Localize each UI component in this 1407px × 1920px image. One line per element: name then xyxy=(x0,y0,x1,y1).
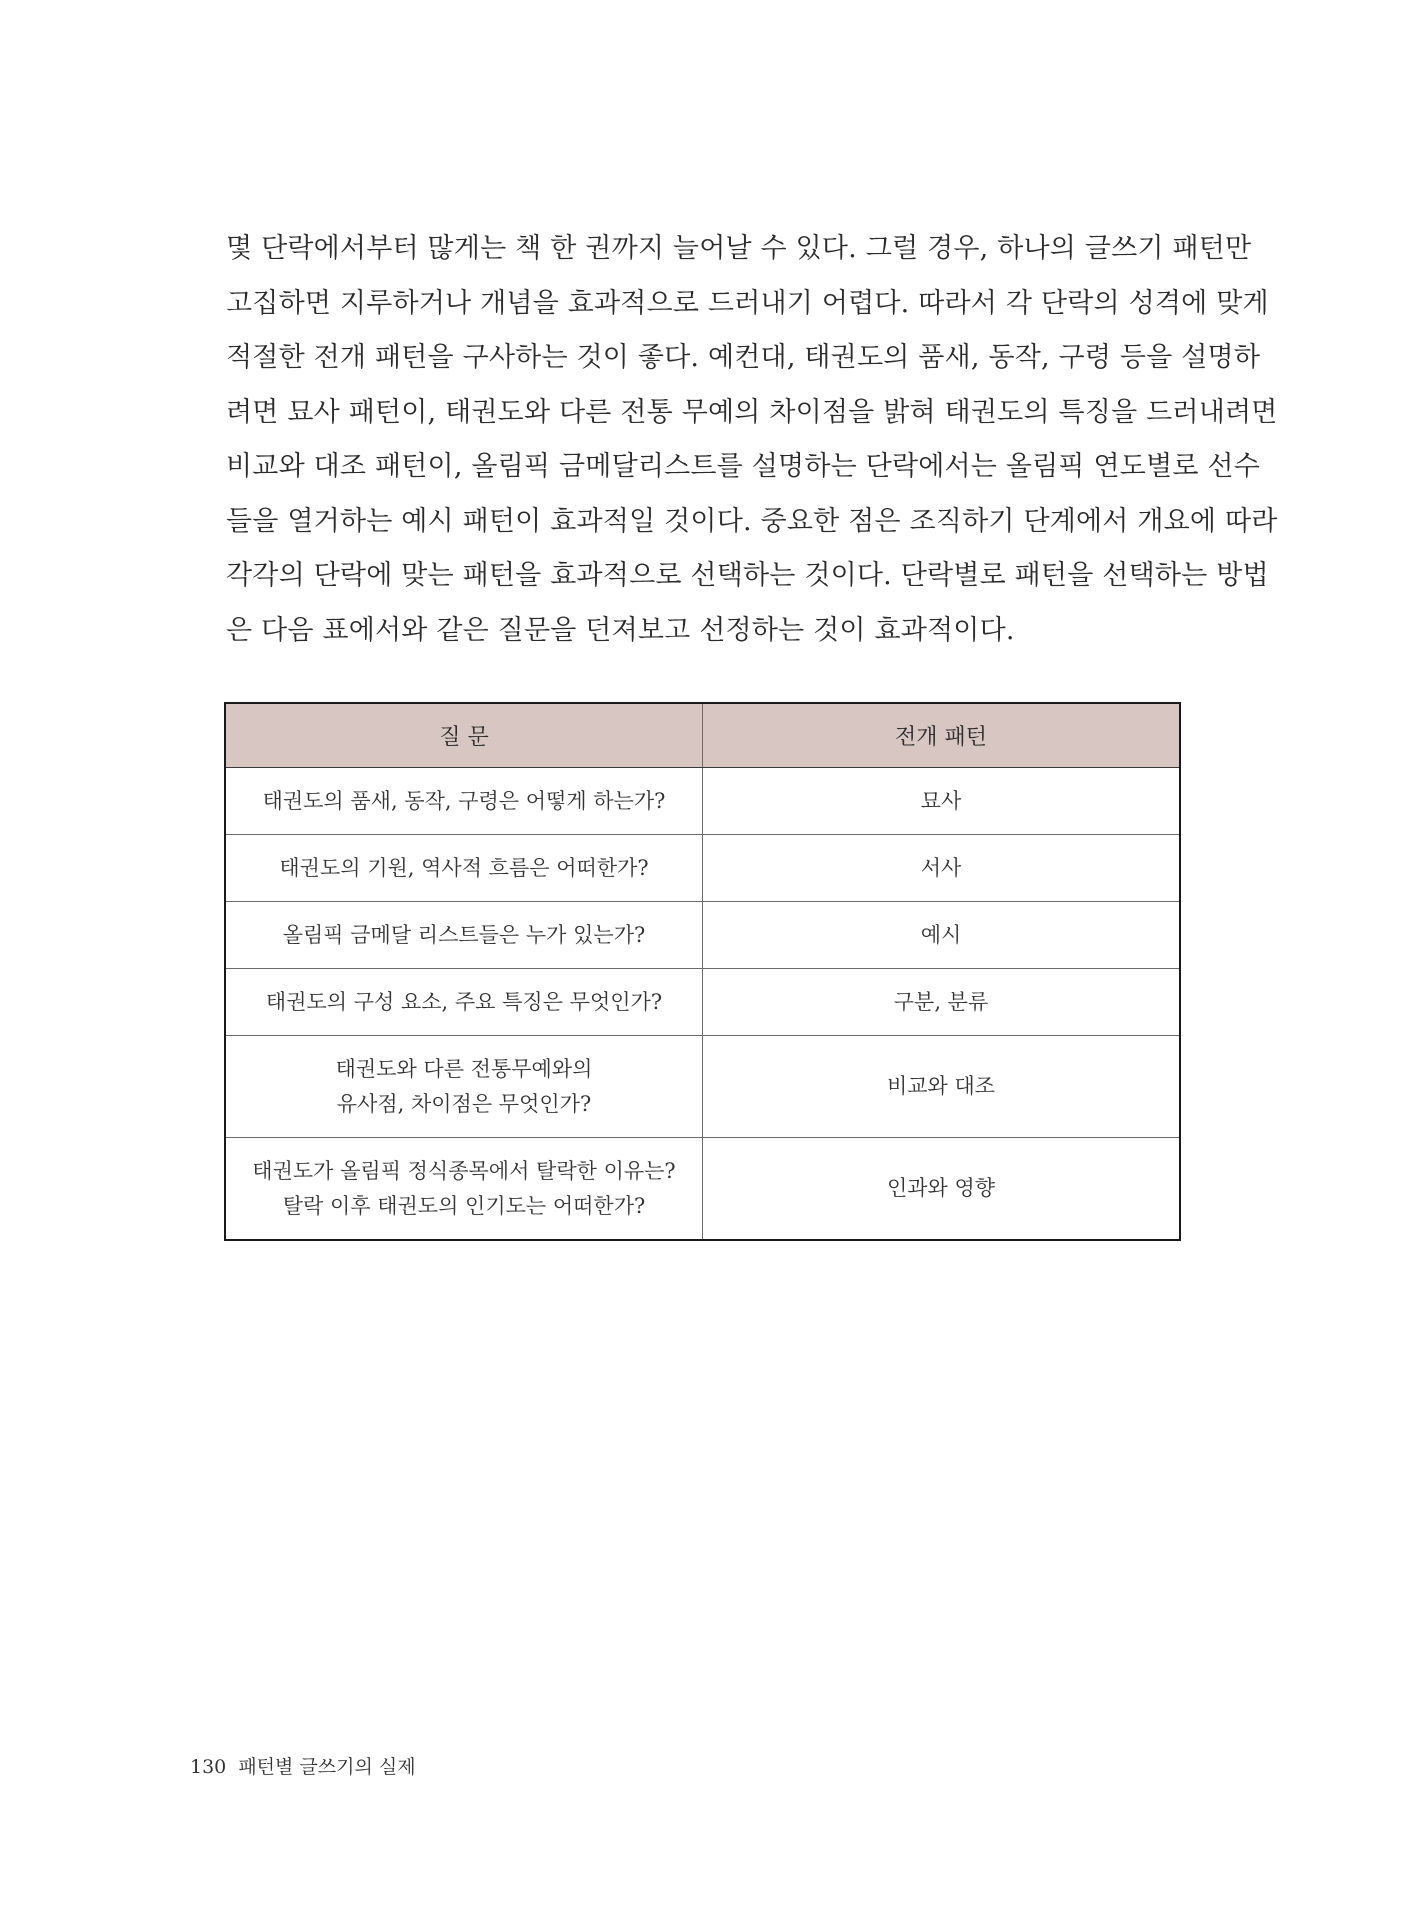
paragraph-line: 고집하면 지루하거나 개념을 효과적으로 드러내기 어렵다. 따라서 각 단락의 성격에 맞게 xyxy=(226,287,1269,319)
table-row xyxy=(225,902,1180,969)
question-text: 유사점, 차이점은 무엇인가? xyxy=(336,1091,592,1116)
question-cell xyxy=(225,969,703,1036)
table-row xyxy=(225,768,1180,835)
question-text: 태권도가 올림픽 정식종목에서 탈락한 이유는? xyxy=(252,1158,676,1183)
table-row xyxy=(225,1036,1180,1138)
paragraph-line: 비교와 대조 패턴이, 올림픽 금메달리스트를 설명하는 단락에서는 올림픽 연도별로 선수 xyxy=(226,451,1260,482)
question-text: 태권도와 다른 전통무예와의 xyxy=(335,1056,593,1081)
pattern-cell: 서사 xyxy=(703,835,1181,902)
header-pattern: 전개 패턴 xyxy=(703,703,1181,768)
question-text: 탈락 이후 태권도의 인기도는 어떠한가? xyxy=(282,1193,646,1218)
question-cell xyxy=(225,1138,703,1241)
paragraph-line: 각각의 단락에 맞는 패턴을 효과적으로 선택하는 것이다. 단락별로 패턴을 선택하는 방법 xyxy=(226,560,1269,591)
pattern-cell: 예시 xyxy=(703,902,1181,969)
pattern-cell: 인과와 영향 xyxy=(703,1138,1181,1241)
running-title: 패턴별 글쓰기의 실제 xyxy=(238,1756,416,1778)
table-header-row xyxy=(225,703,1180,768)
question-text: 태권도의 기원, 역사적 흐름은 어떠한가? xyxy=(279,855,649,880)
question-cell xyxy=(225,835,703,902)
body-paragraph xyxy=(226,222,1278,658)
question-text: 올림픽 금메달 리스트들은 누가 있는가? xyxy=(282,922,646,947)
pattern-table xyxy=(224,702,1181,1241)
table-row xyxy=(225,1138,1180,1241)
question-text: 태권도의 구성 요소, 주요 특징은 무엇인가? xyxy=(265,989,663,1014)
pattern-cell: 묘사 xyxy=(703,768,1181,835)
page-number: 130 xyxy=(190,1756,227,1778)
header-question: 질 문 xyxy=(225,703,703,768)
paragraph-line: 적절한 전개 패턴을 구사하는 것이 좋다. 예컨대, 태권도의 품새, 동작, 구령 등을 설명하 xyxy=(226,342,1261,373)
question-text: 태권도의 품새, 동작, 구령은 어떻게 하는가? xyxy=(262,788,666,813)
question-cell xyxy=(225,1036,703,1138)
question-cell xyxy=(225,768,703,835)
paragraph-line: 려면 묘사 패턴이, 태권도와 다른 전통 무예의 차이점을 밝혀 태권도의 특징을 드러내려면 xyxy=(226,396,1278,428)
page-footer xyxy=(190,1752,416,1779)
table-row xyxy=(225,969,1180,1036)
pattern-cell: 구분, 분류 xyxy=(703,969,1181,1036)
paragraph-line: 들을 열거하는 예시 패턴이 효과적일 것이다. 중요한 점은 조직하기 단계에서 개요에 따라 xyxy=(226,505,1278,537)
paragraph-line: 몇 단락에서부터 많게는 책 한 권까지 늘어날 수 있다. 그럴 경우, 하나의 글쓰기 패턴만 xyxy=(226,233,1252,264)
pattern-cell: 비교와 대조 xyxy=(703,1036,1181,1138)
question-cell xyxy=(225,902,703,969)
paragraph-line: 은 다음 표에서와 같은 질문을 던져보고 선정하는 것이 효과적이다. xyxy=(226,614,1015,646)
table-row xyxy=(225,835,1180,902)
question-pattern-table xyxy=(224,702,1181,1241)
